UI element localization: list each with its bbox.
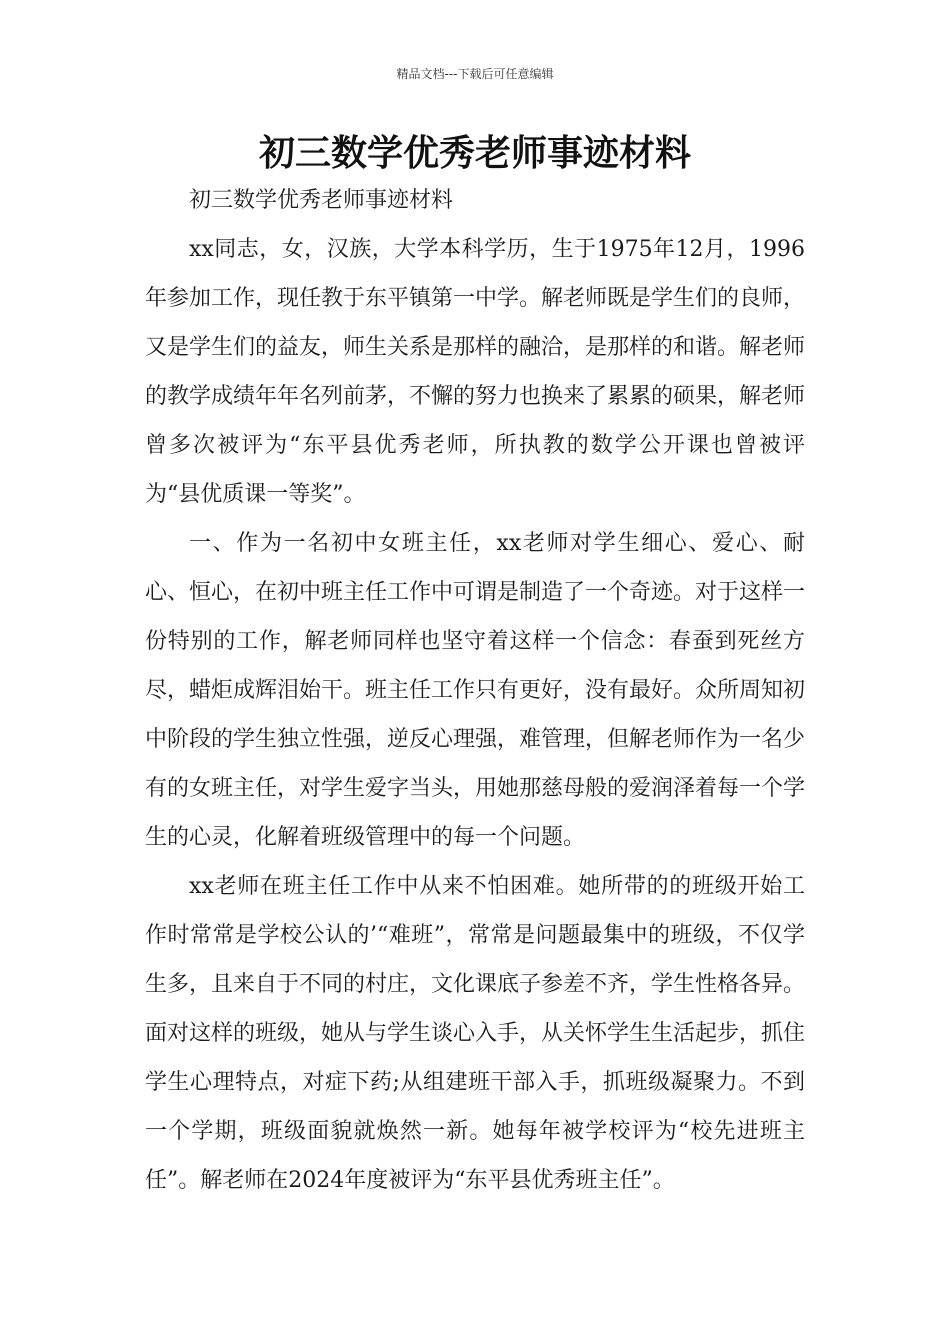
document-title: 初三数学优秀老师事迹材料 xyxy=(258,133,691,174)
paragraph-profile: xx同志，女，汉族，大学本科学历，生于1975年12月，1996年参加工作，现任教于东平镇第一中学。解老师既是学生们的良师，又是学生们的益友，师生关系是那样的融洽，是那样的和谐。解老师的教学成绩年年名列前茅，不懈的努力也换来了累累的硕果，解老师曾多次被评为“东平县优秀老师，所执教的数学公开课也曾被评为“县优质课一等奖”。 xyxy=(145,237,806,507)
paragraph-class-teacher: 一、作为一名初中女班主任，xx老师对学生细心、爱心、耐心、恒心，在初中班主任工作中可谓是制造了一个奇迹。对于这样一份特别的工作，解老师同样也坚守着这样一个信念：春蚕到死丝方尽，蜡炬成辉泪始干。班主任工作只有更好，没有最好。众所周知初中阶段的学生独立性强，逆反心理强，难管理，但解老师作为一名少有的女班主任，对学生爱字当头，用她那慈母般的爱润泽着每一个学生的心灵，化解着班级管理中的每一个问题。 xyxy=(145,531,806,850)
document-body xyxy=(145,176,805,1205)
header-note: 精品文档---下载后可任意编辑 xyxy=(396,67,554,81)
paragraph-difficult-class: xx老师在班主任工作中从来不怕困难。她所带的的班级开始工作时常常是学校公认的’“难班”，常常是问题最集中的班级，不仅学生多，且来自于不同的村庄，文化课底子参差不齐，学生性格各异。面对这样的班级，她从与学生谈心入手，从关怀学生生活起步，抓住学生心理特点，对症下药;从组建班干部入手，抓班级凝聚力。不到一个学期，班级面貌就焕然一新。她每年被学校评为“校先进班主任”。解老师在2024年度被评为“东平县优秀班主任”。 xyxy=(145,874,806,1193)
paragraph-subtitle: 初三数学优秀老师事迹材料 xyxy=(189,188,454,213)
